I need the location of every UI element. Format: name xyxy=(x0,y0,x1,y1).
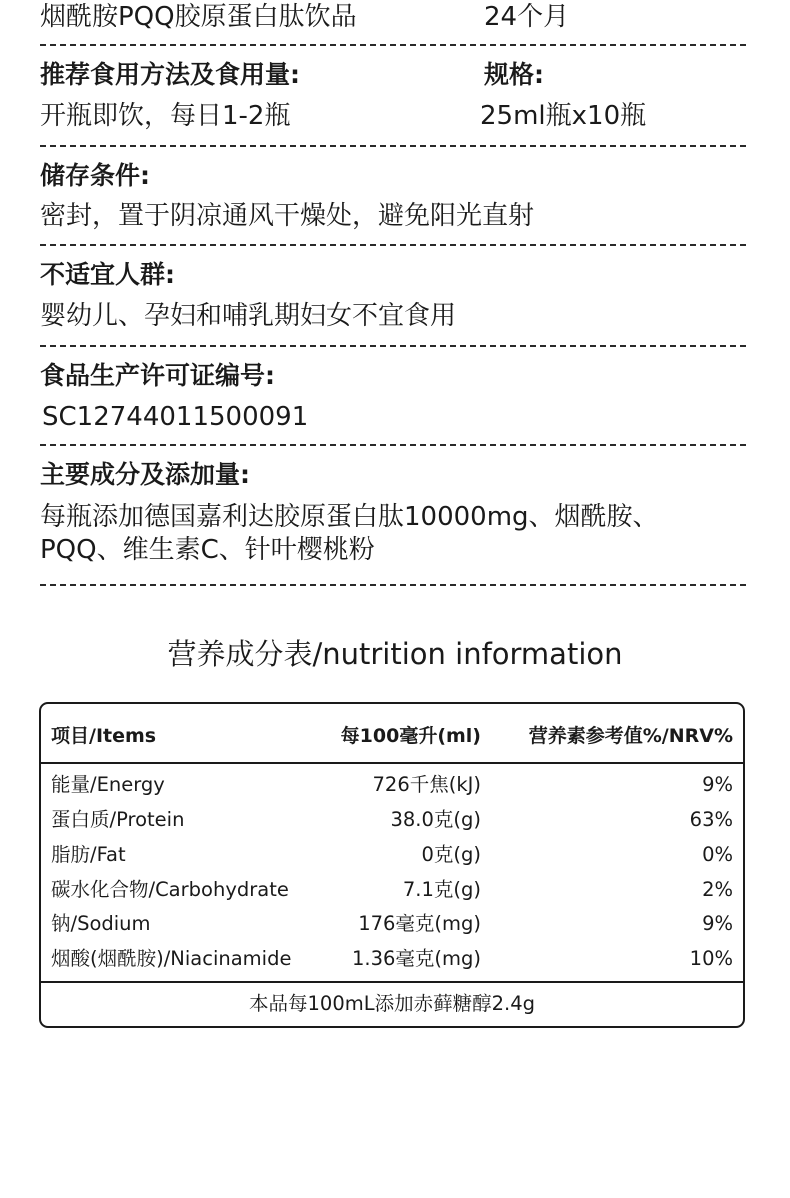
nutrient-amount: 1.36毫克(mg) xyxy=(351,947,481,970)
nutrient-nrv: 9% xyxy=(702,773,733,796)
nutrient-name: 能量/Energy xyxy=(51,773,165,796)
header-nrv: 营养素参考值%/NRV% xyxy=(528,725,733,747)
nutrient-name: 烟酸(烟酰胺)/Niacinamide xyxy=(51,947,292,970)
unsuitable-label: 不适宜人群: xyxy=(40,260,175,289)
shelf-life: 24个月 xyxy=(484,2,570,32)
divider xyxy=(40,44,746,46)
nutrient-name: 蛋白质/Protein xyxy=(51,808,185,831)
divider xyxy=(40,145,746,147)
nutrient-amount: 176毫克(mg) xyxy=(358,912,481,935)
nutrient-nrv: 2% xyxy=(702,878,733,901)
divider xyxy=(40,584,746,586)
ingredients-line-1: 每瓶添加德国嘉利达胶原蛋白肽10000mg、烟酰胺、 xyxy=(40,502,659,532)
header-per-100ml: 每100毫升(ml) xyxy=(340,725,481,747)
usage-label: 推荐食用方法及食用量: xyxy=(40,60,300,89)
nutrient-nrv: 9% xyxy=(702,912,733,935)
nutrient-nrv: 10% xyxy=(689,947,733,970)
nutrient-name: 钠/Sodium xyxy=(51,912,151,935)
header-divider xyxy=(41,762,743,764)
ingredients-line-2: PQQ、维生素C、针叶樱桃粉 xyxy=(40,535,375,565)
header-items: 项目/Items xyxy=(51,725,157,747)
nutrient-amount: 0克(g) xyxy=(421,843,481,866)
footer-divider xyxy=(41,981,743,983)
spec-label: 规格: xyxy=(484,60,544,89)
nutrient-amount: 726千焦(kJ) xyxy=(372,773,481,796)
nutrient-amount: 7.1克(g) xyxy=(402,878,481,901)
storage-label: 储存条件: xyxy=(40,161,150,190)
nutrient-name: 脂肪/Fat xyxy=(51,843,126,866)
nutrition-title: 营养成分表/nutrition information xyxy=(167,637,623,671)
table-footnote: 本品每100mL添加赤藓糖醇2.4g xyxy=(249,992,535,1015)
divider xyxy=(40,345,746,347)
nutrient-nrv: 0% xyxy=(702,843,733,866)
unsuitable-value: 婴幼儿、孕妇和哺乳期妇女不宜食用 xyxy=(40,301,457,331)
usage-value: 开瓶即饮，每日1-2瓶 xyxy=(40,101,291,131)
nutrient-name: 碳水化合物/Carbohydrate xyxy=(51,878,289,901)
product-name: 烟酰胺PQQ胶原蛋白肽饮品 xyxy=(40,2,357,32)
storage-value: 密封，置于阴凉通风干燥处，避免阳光直射 xyxy=(40,201,535,231)
nutrient-nrv: 63% xyxy=(689,808,733,831)
divider xyxy=(40,444,746,446)
spec-value: 25ml瓶x10瓶 xyxy=(480,101,647,131)
nutrition-table xyxy=(39,702,745,1028)
divider xyxy=(40,244,746,246)
license-value: SC12744011500091 xyxy=(42,402,309,432)
nutrient-amount: 38.0克(g) xyxy=(390,808,481,831)
ingredients-label: 主要成分及添加量: xyxy=(40,460,250,489)
license-label: 食品生产许可证编号: xyxy=(40,361,275,390)
